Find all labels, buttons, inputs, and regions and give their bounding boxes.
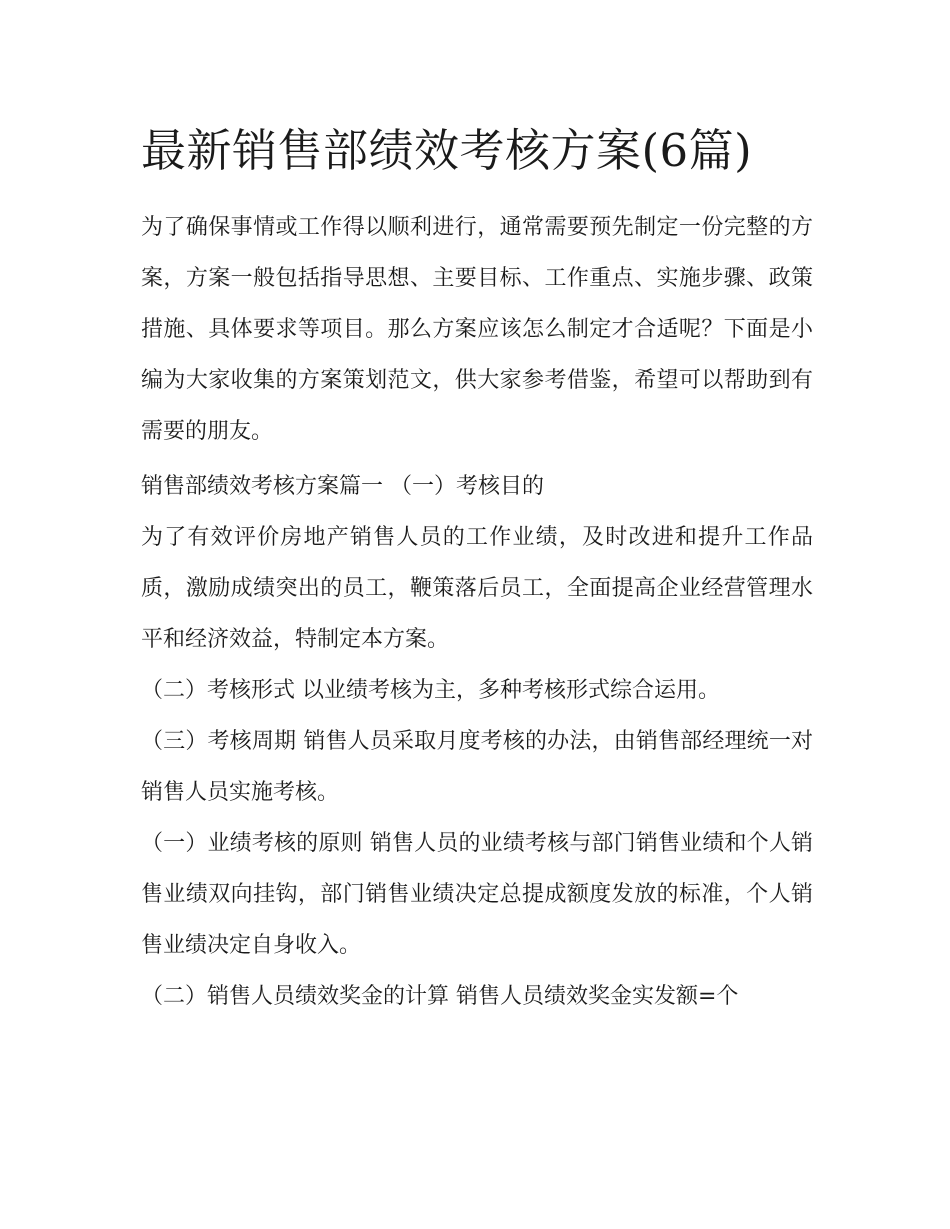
document-body	[141, 112, 813, 1022]
body-paragraph: （一）业绩考核的原则 销售人员的业绩考核与部门销售业绩和个人销售业绩双向挂钩，部门销售业绩决定总提成额度发放的标准，个人销售业绩决定自身收入。	[141, 831, 813, 958]
document-title: 最新销售部绩效考核方案(6篇)	[141, 124, 753, 177]
body-paragraph: （二）销售人员绩效奖金的计算 销售人员绩效奖金实发额=个	[141, 984, 739, 1009]
body-paragraph: 为了有效评价房地产销售人员的工作业绩，及时改进和提升工作品质，激励成绩突出的员工，鞭策落后员工，全面提高企业经营管理水平和经济效益，特制定本方案。	[141, 525, 813, 652]
section-heading-plan-one: 销售部绩效考核方案篇一 （一）考核目的	[141, 474, 544, 499]
intro-paragraph: 为了确保事情或工作得以顺利进行，通常需要预先制定一份完整的方案，方案一般包括指导思想、主要目标、工作重点、实施步骤、政策措施、具体要求等项目。那么方案应该怎么制定才合适呢？下面是小编为大家收集的方案策划范文，供大家参考借鉴，希望可以帮助到有需要的朋友。	[141, 215, 813, 444]
body-paragraph: （三）考核周期 销售人员采取月度考核的办法，由销售部经理统一对销售人员实施考核。	[141, 729, 813, 805]
body-paragraph: （二）考核形式 以业绩考核为主，多种考核形式综合运用。	[141, 678, 720, 703]
